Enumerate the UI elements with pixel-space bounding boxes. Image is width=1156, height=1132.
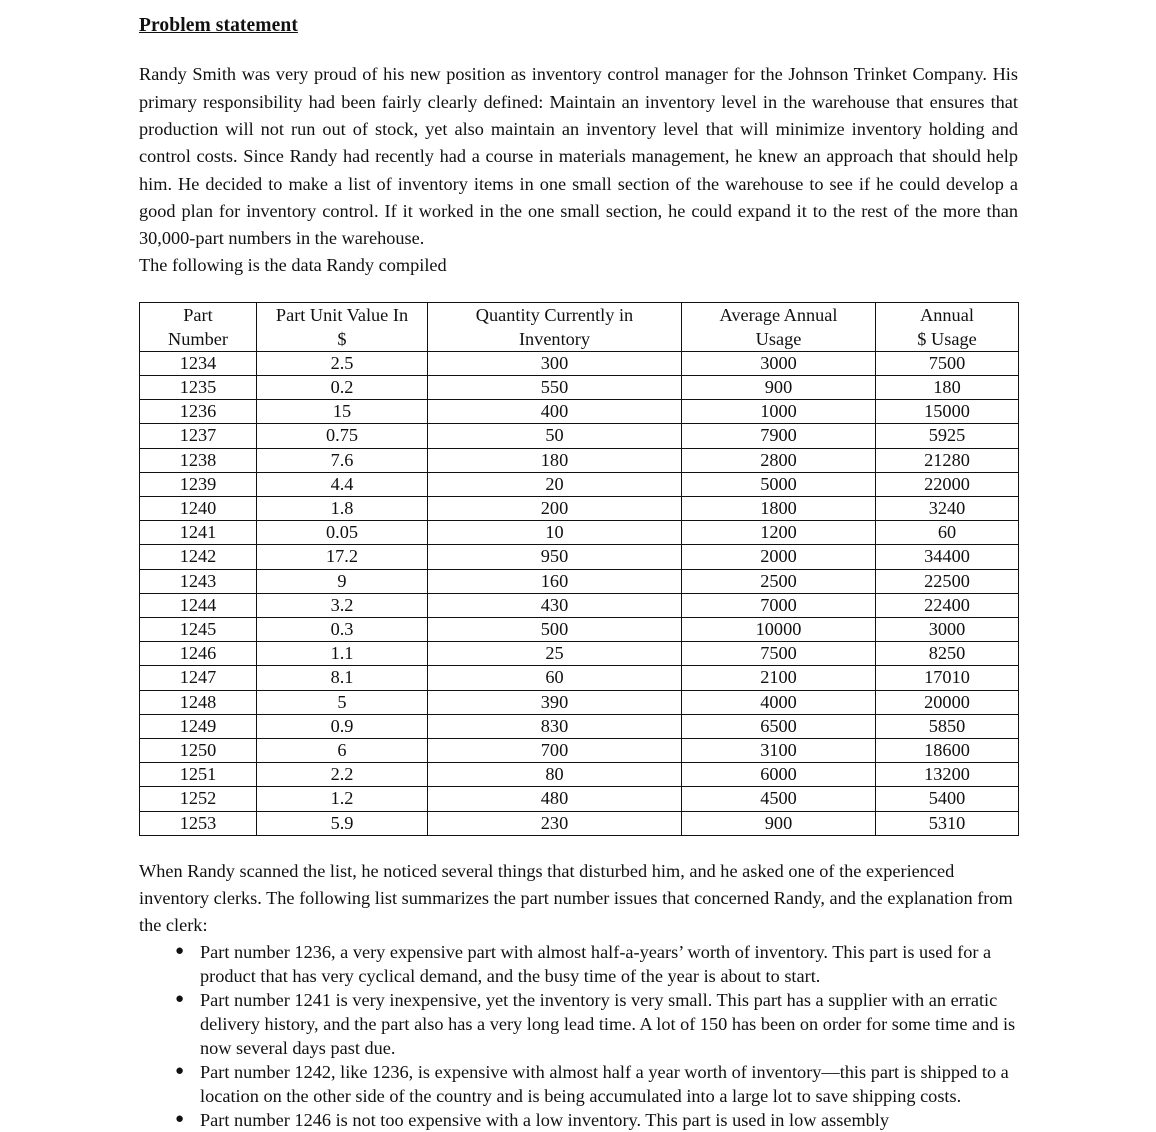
cell-annual-dollar-usage: 18600: [876, 739, 1019, 763]
col-header-unit-value-l1: Part Unit Value In: [257, 302, 428, 327]
table-row: [140, 642, 1019, 666]
cell-part-number: 1249: [140, 714, 257, 738]
cell-average-annual-usage: 7500: [682, 642, 876, 666]
cell-annual-dollar-usage: 22400: [876, 593, 1019, 617]
list-item: [175, 988, 1018, 1060]
list-item-text: Part number 1242, like 1236, is expensive with almost half a year worth of inventory—this part is shipped to a location on the other side of the country and is being accumulated into a large lot to save shipping costs.: [200, 1062, 1009, 1107]
cell-part-number: 1253: [140, 811, 257, 835]
cell-average-annual-usage: 2100: [682, 666, 876, 690]
cell-annual-dollar-usage: 5925: [876, 424, 1019, 448]
cell-quantity-in-inventory: 500: [428, 618, 682, 642]
table-row: [140, 400, 1019, 424]
cell-unit-value: 17.2: [257, 545, 428, 569]
cell-quantity-in-inventory: 400: [428, 400, 682, 424]
table-header-row-1: [140, 302, 1019, 327]
cell-quantity-in-inventory: 700: [428, 739, 682, 763]
table-row: [140, 545, 1019, 569]
cell-part-number: 1241: [140, 521, 257, 545]
cell-quantity-in-inventory: 830: [428, 714, 682, 738]
document-content: [139, 0, 1018, 1131]
table-header: [140, 302, 1019, 351]
list-item-text: Part number 1241 is very inexpensive, yet the inventory is very small. This part has a supplier with an erratic delivery history, and the part also has a very long lead time. A lot of 150 has been on order for some time and is now several days past due.: [200, 989, 1016, 1059]
bullet-point-icon: ●: [175, 1111, 185, 1128]
cell-quantity-in-inventory: 550: [428, 375, 682, 399]
cell-unit-value: 1.2: [257, 787, 428, 811]
cell-annual-dollar-usage: 5850: [876, 714, 1019, 738]
cell-part-number: 1245: [140, 618, 257, 642]
col-header-annual-usage-l2: Usage: [682, 327, 876, 352]
col-header-annual-dollar-usage-l1: Annual: [876, 302, 1019, 327]
list-item-text: Part number 1246 is not too expensive with a low inventory. This part is used in low assembly: [200, 1110, 890, 1131]
cell-part-number: 1247: [140, 666, 257, 690]
cell-unit-value: 7.6: [257, 448, 428, 472]
table-row: [140, 351, 1019, 375]
cell-quantity-in-inventory: 300: [428, 351, 682, 375]
cell-average-annual-usage: 3000: [682, 351, 876, 375]
table-row: [140, 666, 1019, 690]
table-row: [140, 811, 1019, 835]
cell-unit-value: 1.8: [257, 496, 428, 520]
cell-quantity-in-inventory: 430: [428, 593, 682, 617]
cell-part-number: 1246: [140, 642, 257, 666]
cell-quantity-in-inventory: 50: [428, 424, 682, 448]
cell-annual-dollar-usage: 5310: [876, 811, 1019, 835]
data-lead-in-text: The following is the data Randy compiled: [139, 255, 447, 276]
cell-average-annual-usage: 2800: [682, 448, 876, 472]
col-header-quantity-l2: Inventory: [428, 327, 682, 352]
cell-unit-value: 6: [257, 739, 428, 763]
cell-annual-dollar-usage: 34400: [876, 545, 1019, 569]
cell-unit-value: 0.2: [257, 375, 428, 399]
cell-annual-dollar-usage: 180: [876, 375, 1019, 399]
cell-quantity-in-inventory: 60: [428, 666, 682, 690]
cell-part-number: 1240: [140, 496, 257, 520]
cell-unit-value: 0.75: [257, 424, 428, 448]
inventory-data-table: [139, 302, 1019, 836]
cell-annual-dollar-usage: 8250: [876, 642, 1019, 666]
cell-annual-dollar-usage: 22000: [876, 472, 1019, 496]
cell-part-number: 1243: [140, 569, 257, 593]
cell-part-number: 1248: [140, 690, 257, 714]
cell-part-number: 1234: [140, 351, 257, 375]
cell-unit-value: 4.4: [257, 472, 428, 496]
table-row: [140, 448, 1019, 472]
table-row: [140, 690, 1019, 714]
cell-quantity-in-inventory: 480: [428, 787, 682, 811]
cell-average-annual-usage: 6500: [682, 714, 876, 738]
table-row: [140, 375, 1019, 399]
page-title: Problem statement: [139, 15, 298, 36]
post-table-paragraph: When Randy scanned the list, he noticed several things that disturbed him, and he asked one of the experienced inventory clerks. The following list summarizes the part number issues that concerned Randy, and the explanation from the clerk:: [139, 860, 1013, 936]
cell-part-number: 1250: [140, 739, 257, 763]
cell-quantity-in-inventory: 80: [428, 763, 682, 787]
cell-quantity-in-inventory: 10: [428, 521, 682, 545]
col-header-quantity-l1: Quantity Currently in: [428, 302, 682, 327]
table-row: [140, 763, 1019, 787]
cell-quantity-in-inventory: 20: [428, 472, 682, 496]
col-header-unit-value-l2: $: [257, 327, 428, 352]
cell-unit-value: 9: [257, 569, 428, 593]
cell-average-annual-usage: 1800: [682, 496, 876, 520]
cell-average-annual-usage: 900: [682, 811, 876, 835]
cell-part-number: 1238: [140, 448, 257, 472]
table-row: [140, 424, 1019, 448]
cell-annual-dollar-usage: 7500: [876, 351, 1019, 375]
cell-unit-value: 0.9: [257, 714, 428, 738]
table-row: [140, 472, 1019, 496]
cell-quantity-in-inventory: 200: [428, 496, 682, 520]
cell-annual-dollar-usage: 17010: [876, 666, 1019, 690]
cell-average-annual-usage: 10000: [682, 618, 876, 642]
cell-average-annual-usage: 3100: [682, 739, 876, 763]
cell-unit-value: 2.2: [257, 763, 428, 787]
cell-quantity-in-inventory: 160: [428, 569, 682, 593]
cell-annual-dollar-usage: 3000: [876, 618, 1019, 642]
cell-unit-value: 15: [257, 400, 428, 424]
cell-average-annual-usage: 2500: [682, 569, 876, 593]
cell-part-number: 1239: [140, 472, 257, 496]
list-item-text: Part number 1236, a very expensive part with almost half-a-years’ worth of inventory. This part is used for a product that has very cyclical demand, and the busy time of the year is about to start.: [200, 941, 992, 986]
cell-unit-value: 8.1: [257, 666, 428, 690]
table-row: [140, 496, 1019, 520]
cell-part-number: 1251: [140, 763, 257, 787]
cell-average-annual-usage: 900: [682, 375, 876, 399]
cell-average-annual-usage: 4500: [682, 787, 876, 811]
cell-annual-dollar-usage: 13200: [876, 763, 1019, 787]
table-row: [140, 714, 1019, 738]
cell-unit-value: 5.9: [257, 811, 428, 835]
cell-quantity-in-inventory: 390: [428, 690, 682, 714]
table-row: [140, 787, 1019, 811]
cell-part-number: 1244: [140, 593, 257, 617]
table-body: [140, 351, 1019, 835]
cell-quantity-in-inventory: 25: [428, 642, 682, 666]
table-row: [140, 739, 1019, 763]
cell-average-annual-usage: 6000: [682, 763, 876, 787]
cell-annual-dollar-usage: 20000: [876, 690, 1019, 714]
table-row: [140, 569, 1019, 593]
cell-average-annual-usage: 2000: [682, 545, 876, 569]
cell-average-annual-usage: 5000: [682, 472, 876, 496]
cell-average-annual-usage: 1000: [682, 400, 876, 424]
cell-unit-value: 0.3: [257, 618, 428, 642]
table-row: [140, 593, 1019, 617]
list-item: [175, 940, 1018, 988]
col-header-part-number-l2: Number: [140, 327, 257, 352]
cell-annual-dollar-usage: 22500: [876, 569, 1019, 593]
cell-quantity-in-inventory: 230: [428, 811, 682, 835]
cell-annual-dollar-usage: 15000: [876, 400, 1019, 424]
bullet-point-icon: ●: [175, 990, 185, 1007]
cell-average-annual-usage: 7000: [682, 593, 876, 617]
cell-part-number: 1236: [140, 400, 257, 424]
cell-part-number: 1252: [140, 787, 257, 811]
cell-part-number: 1237: [140, 424, 257, 448]
cell-annual-dollar-usage: 3240: [876, 496, 1019, 520]
intro-paragraph: Randy Smith was very proud of his new position as inventory control manager for the Johnson Trinket Company. His primary responsibility had been fairly clearly defined: Maintain an inventory level in the warehouse that ensures that production will not run out of stock, yet also maintain an inventory level that will minimize inventory holding and control costs. Since Randy had recently had a course in materials management, he knew an approach that should help him. He decided to make a list of inventory items in one small section of the warehouse to see if he could develop a good plan for inventory control. If it worked in the one small section, he could expand it to the rest of the more than 30,000-part numbers in the warehouse.: [139, 64, 1018, 249]
part-issues-list: [139, 940, 1018, 1131]
cell-annual-dollar-usage: 5400: [876, 787, 1019, 811]
cell-average-annual-usage: 7900: [682, 424, 876, 448]
cell-part-number: 1235: [140, 375, 257, 399]
cell-unit-value: 5: [257, 690, 428, 714]
cell-part-number: 1242: [140, 545, 257, 569]
col-header-part-number-l1: Part: [140, 302, 257, 327]
cell-unit-value: 1.1: [257, 642, 428, 666]
cell-quantity-in-inventory: 950: [428, 545, 682, 569]
cell-average-annual-usage: 1200: [682, 521, 876, 545]
cell-annual-dollar-usage: 21280: [876, 448, 1019, 472]
bullet-point-icon: ●: [175, 942, 185, 959]
cell-quantity-in-inventory: 180: [428, 448, 682, 472]
table-row: [140, 521, 1019, 545]
cell-unit-value: 2.5: [257, 351, 428, 375]
bullet-point-icon: ●: [175, 1063, 185, 1080]
table-row: [140, 618, 1019, 642]
list-item: [175, 1108, 1018, 1131]
cell-annual-dollar-usage: 60: [876, 521, 1019, 545]
col-header-annual-dollar-usage-l2: $ Usage: [876, 327, 1019, 352]
list-item: [175, 1060, 1018, 1108]
table-header-row-2: [140, 327, 1019, 352]
cell-unit-value: 3.2: [257, 593, 428, 617]
col-header-annual-usage-l1: Average Annual: [682, 302, 876, 327]
cell-average-annual-usage: 4000: [682, 690, 876, 714]
cell-unit-value: 0.05: [257, 521, 428, 545]
